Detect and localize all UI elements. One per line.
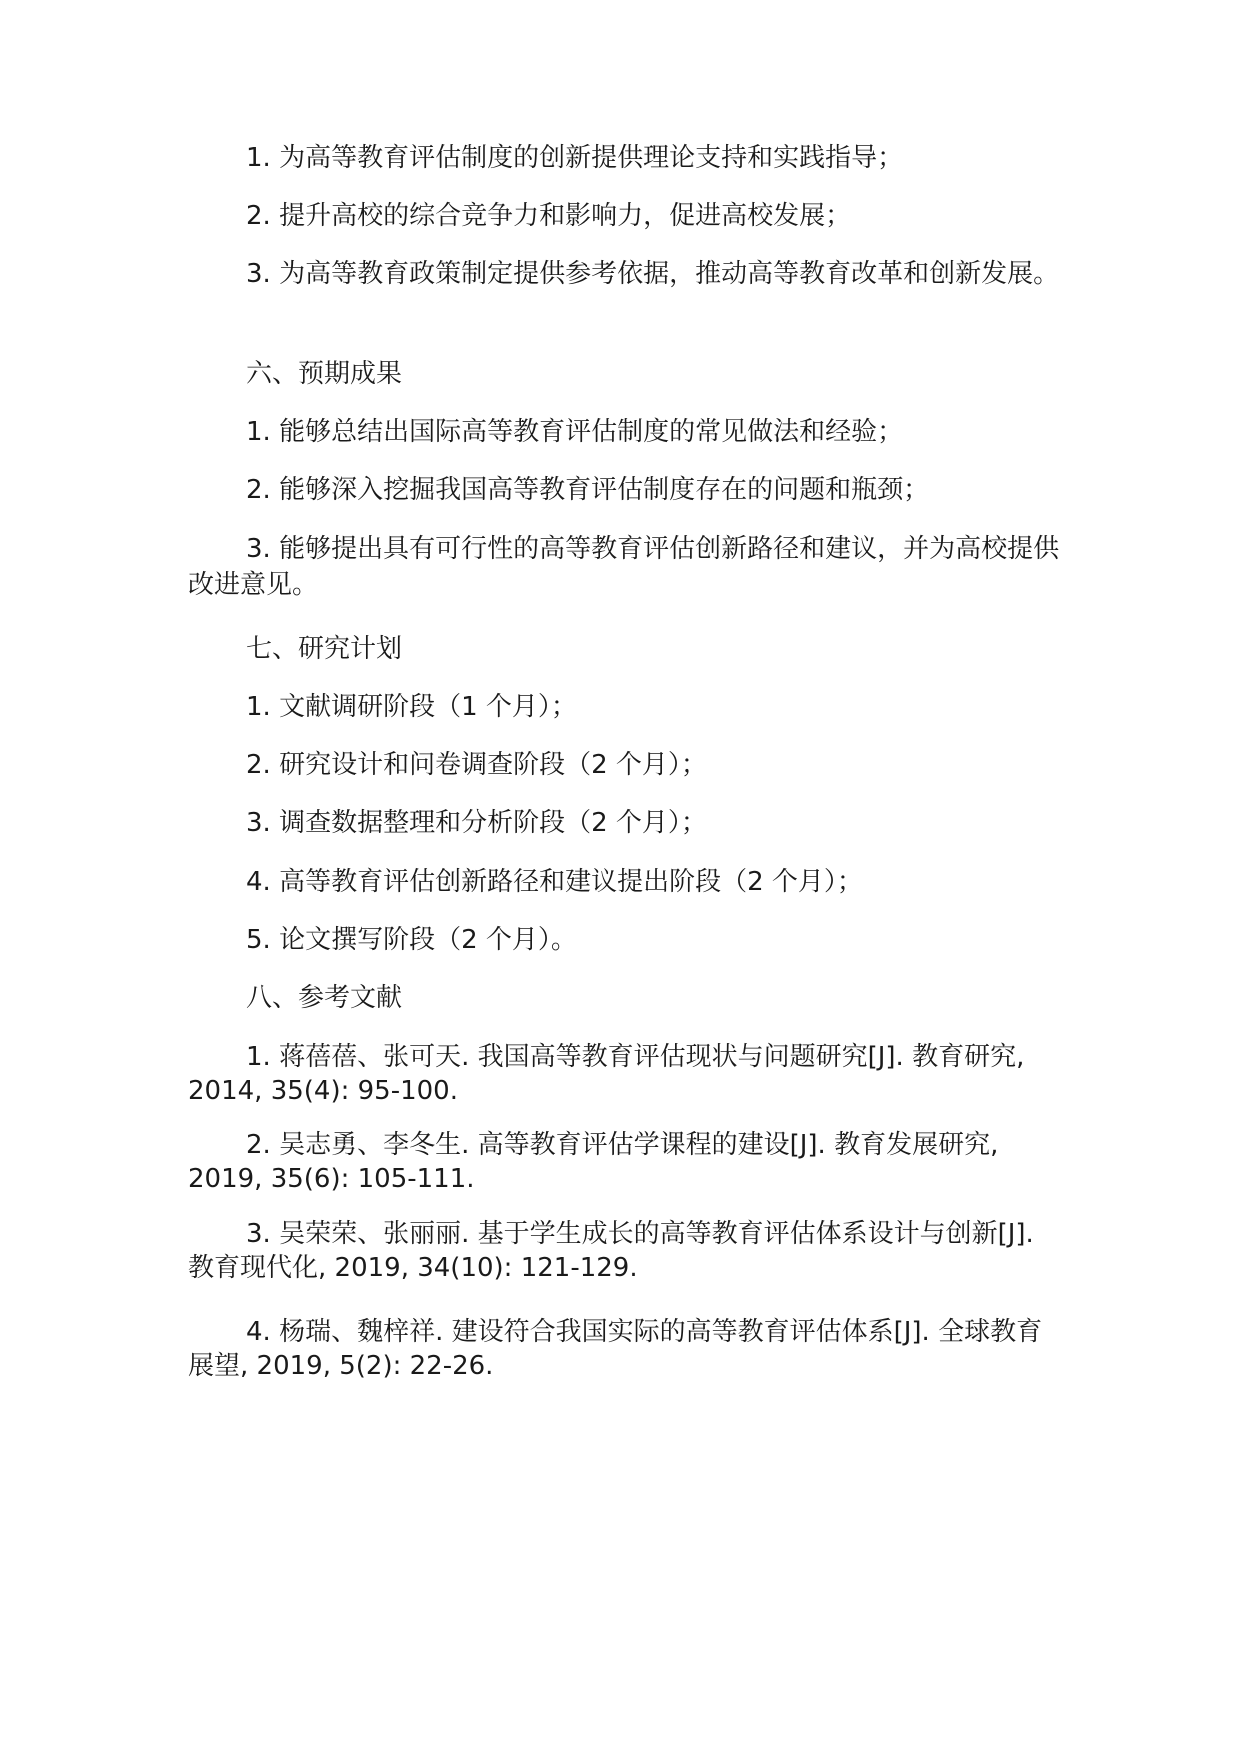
research-plan-heading: 七、研究计划 xyxy=(246,634,403,664)
significance-item-1: 1. 为高等教育评估制度的创新提供理论支持和实践指导； xyxy=(246,143,904,173)
research-plan-item-3: 3. 调查数据整理和分析阶段（2 个月）； xyxy=(246,808,707,838)
research-plan-item-4: 4. 高等教育评估创新路径和建议提出阶段（2 个月）； xyxy=(246,867,863,897)
reference-item-3: 3. 吴荣荣、张丽丽. 基于学生成长的高等教育评估体系设计与创新[J]. 教育现代化, 2019, 34(10): 121-129. xyxy=(188,1219,1034,1283)
research-plan-item-2: 2. 研究设计和问卷调查阶段（2 个月）； xyxy=(246,750,707,780)
reference-item-2: 2. 吴志勇、李冬生. 高等教育评估学课程的建设[J]. 教育发展研究, 2019, 35(6): 105-111. xyxy=(188,1130,999,1194)
reference-item-1: 1. 蒋蓓蓓、张可天. 我国高等教育评估现状与问题研究[J]. 教育研究, 2014, 35(4): 95-100. xyxy=(188,1042,1025,1106)
expected-results-item-1: 1. 能够总结出国际高等教育评估制度的常见做法和经验； xyxy=(246,417,904,447)
expected-results-item-2: 2. 能够深入挖掘我国高等教育评估制度存在的问题和瓶颈； xyxy=(246,475,930,505)
reference-item-4: 4. 杨瑞、魏梓祥. 建设符合我国实际的高等教育评估体系[J]. 全球教育展望, 2019, 5(2): 22-26. xyxy=(188,1317,1043,1381)
references-heading: 八、参考文献 xyxy=(246,983,403,1013)
expected-results-heading: 六、预期成果 xyxy=(246,359,403,389)
significance-item-2: 2. 提升高校的综合竞争力和影响力，促进高校发展； xyxy=(246,201,852,231)
research-plan-item-1: 1. 文献调研阶段（1 个月）； xyxy=(246,692,577,722)
significance-item-3: 3. 为高等教育政策制定提供参考依据，推动高等教育改革和创新发展。 xyxy=(246,259,1060,289)
expected-results-item-3: 3. 能够提出具有可行性的高等教育评估创新路径和建议，并为高校提供改进意见。 xyxy=(188,534,1060,600)
research-plan-item-5: 5. 论文撰写阶段（2 个月）。 xyxy=(246,925,577,955)
